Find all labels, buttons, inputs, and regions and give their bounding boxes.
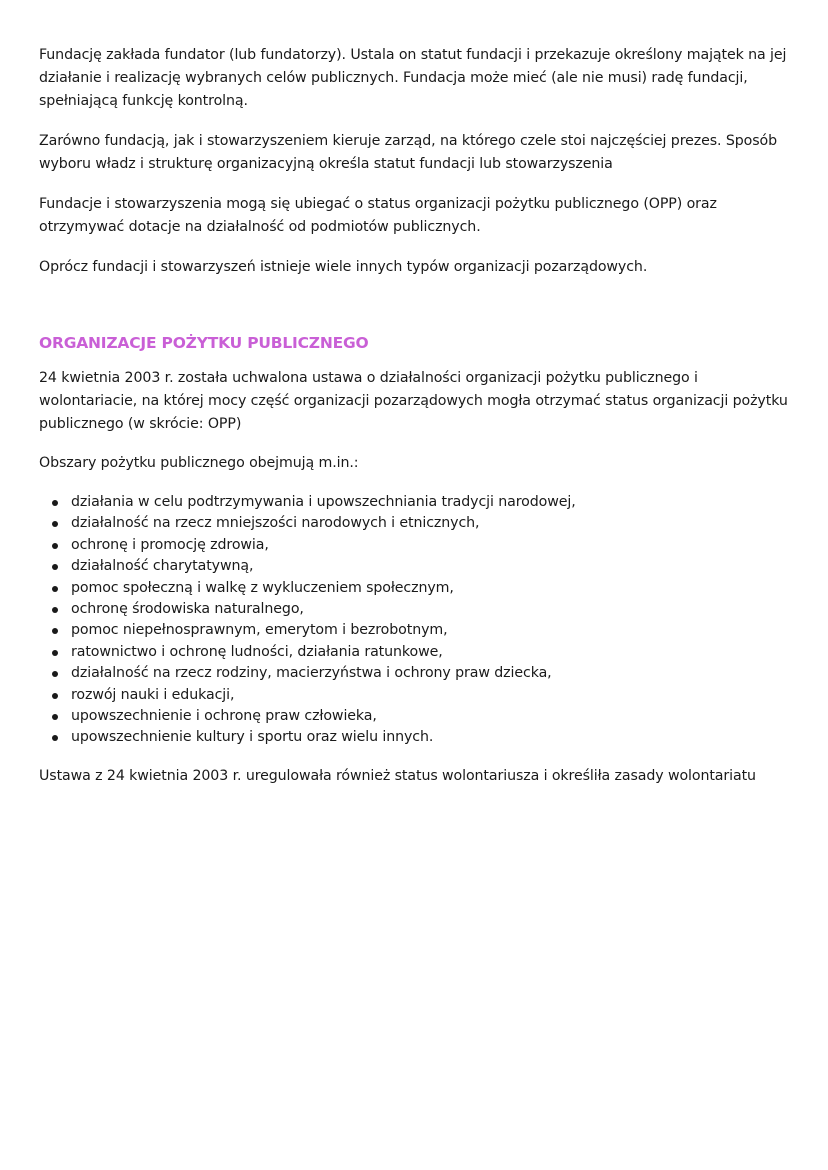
list-item: pomoc niepełnosprawnym, emerytom i bezrobotnym, bbox=[39, 620, 792, 641]
list-item: rozwój nauki i edukacji, bbox=[39, 685, 792, 706]
closing-paragraph: Ustawa z 24 kwietnia 2003 r. uregulowała również status wolontariusza i określiła zasady wolontariatu bbox=[39, 767, 756, 784]
section-heading: ORGANIZACJE POŻYTKU PUBLICZNEGO bbox=[39, 334, 369, 352]
section-intro: 24 kwietnia 2003 r. została uchwalona ustawa o działalności organizacji pożytku publicznego i wolontariacie, na której mocy część organizacji pozarządowych mogła otrzymać status organizacji pożytku publicznego (w skrócie: OPP) bbox=[39, 370, 788, 432]
list-item: działalność charytatywną, bbox=[39, 556, 792, 577]
paragraph-zarzad: Zarówno fundacją, jak i stowarzyszeniem kieruje zarząd, na którego czele stoi najczęściej prezes. Sposób wyboru władz i strukturę organizacyjną określa statut fundacji lub stowarzyszenia bbox=[39, 133, 778, 172]
list-item: upowszechnienie kultury i sportu oraz wielu innych. bbox=[39, 727, 792, 748]
paragraph-opp-status: Fundacje i stowarzyszenia mogą się ubiegać o status organizacji pożytku publicznego (OPP) oraz otrzymywać dotacje na działalność od podmiotów publicznych. bbox=[39, 196, 717, 235]
list-item: upowszechnienie i ochronę praw człowieka, bbox=[39, 706, 792, 727]
list-item: działalność na rzecz rodziny, macierzyństwa i ochrony praw dziecka, bbox=[39, 663, 792, 684]
list-item: ratownictwo i ochronę ludności, działania ratunkowe, bbox=[39, 642, 792, 663]
list-lead: Obszary pożytku publicznego obejmują m.in.: bbox=[39, 455, 359, 471]
paragraph-fundator: Fundację zakłada fundator (lub fundatorzy). Ustala on statut fundacji i przekazuje określony majątek na jej działanie i realizację wybranych celów publicznych. Fundacja może mieć (ale nie musi) radę fundacji, spełniającą funkcję kontrolną. bbox=[39, 47, 787, 109]
list-item: ochronę i promocję zdrowia, bbox=[39, 535, 792, 556]
list-item: pomoc społeczną i walkę z wykluczeniem społecznym, bbox=[39, 578, 792, 599]
list-item: działalność na rzecz mniejszości narodowych i etnicznych, bbox=[39, 513, 792, 534]
areas-list bbox=[39, 492, 792, 749]
paragraph-other-types: Oprócz fundacji i stowarzyszeń istnieje wiele innych typów organizacji pozarządowych. bbox=[39, 259, 648, 275]
list-item: ochronę środowiska naturalnego, bbox=[39, 599, 792, 620]
list-item: działania w celu podtrzymywania i upowszechniania tradycji narodowej, bbox=[39, 492, 792, 513]
